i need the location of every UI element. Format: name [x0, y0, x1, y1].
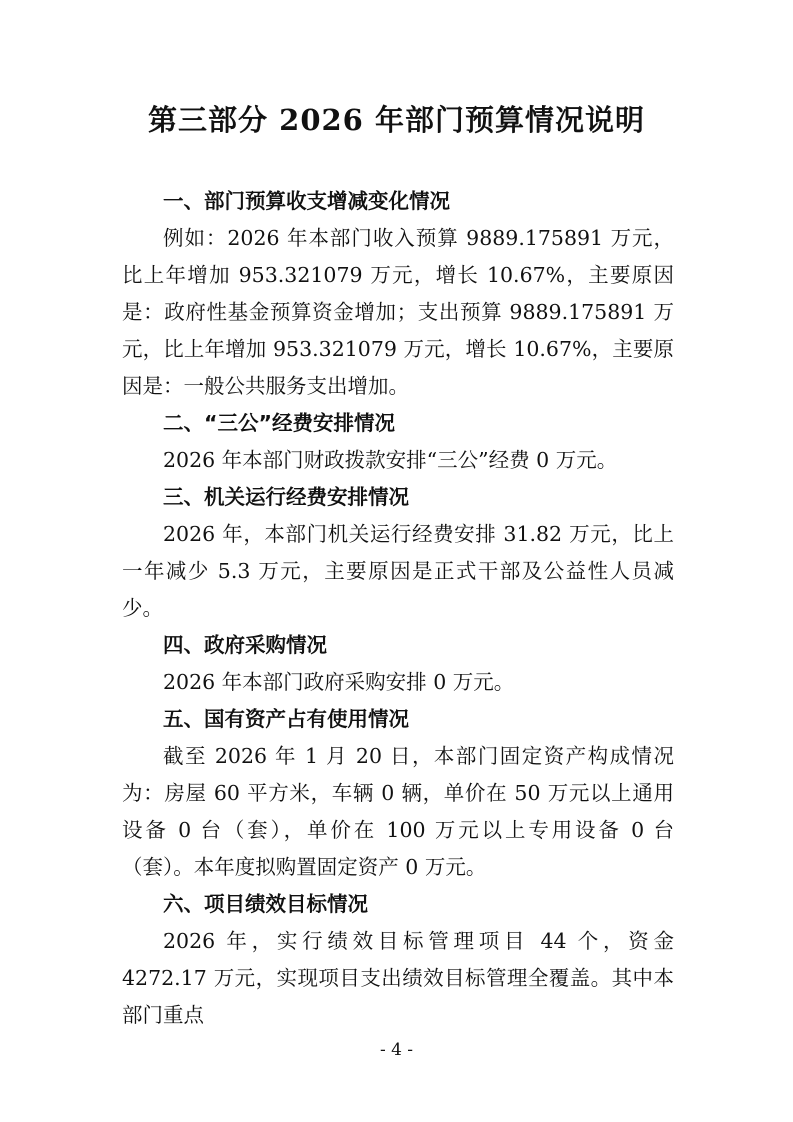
page-title: 第三部分 2026 年部门预算情况说明	[148, 103, 645, 137]
section-paragraph: 2026 年本部门财政拨款安排“三公”经费 0 万元。	[163, 448, 618, 472]
page-number: - 4 -	[379, 1040, 414, 1060]
section-paragraph: 例如：2026 年本部门收入预算 9889.175891 万元，比上年增加 953.321079 万元，增长 10.67%，主要原因是：政府性基金预算资金增加；支出预算 9889.175891 万元，比上年增加 953.321079 万元，增长 10.67%，主要原因是：一般公共服务支出增加。	[122, 226, 674, 398]
section-heading: 一、部门预算收支增减变化情况	[163, 189, 450, 213]
section-heading: 五、国有资产占有使用情况	[163, 707, 409, 731]
section-heading: 三、机关运行经费安排情况	[163, 485, 409, 509]
section-paragraph: 2026 年本部门政府采购安排 0 万元。	[163, 670, 515, 694]
section-heading: 六、项目绩效目标情况	[163, 892, 368, 916]
section-heading: 四、政府采购情况	[163, 633, 327, 657]
document-body	[122, 183, 674, 1034]
section-paragraph: 截至 2026 年 1 月 20 日，本部门固定资产构成情况为：房屋 60 平方米，车辆 0 辆，单价在 50 万元以上通用设备 0 台（套），单价在 100 万元以上专用设备 0 台（套）。本年度拟购置固定资产 0 万元。	[122, 744, 674, 879]
section-heading: 二、“三公”经费安排情况	[163, 411, 395, 435]
section-paragraph: 2026 年，本部门机关运行经费安排 31.82 万元，比上一年减少 5.3 万元，主要原因是正式干部及公益性人员减少。	[122, 522, 674, 620]
section-paragraph: 2026 年，实行绩效目标管理项目 44 个，资金 4272.17 万元，实现项目支出绩效目标管理全覆盖。其中本部门重点	[122, 929, 674, 1027]
